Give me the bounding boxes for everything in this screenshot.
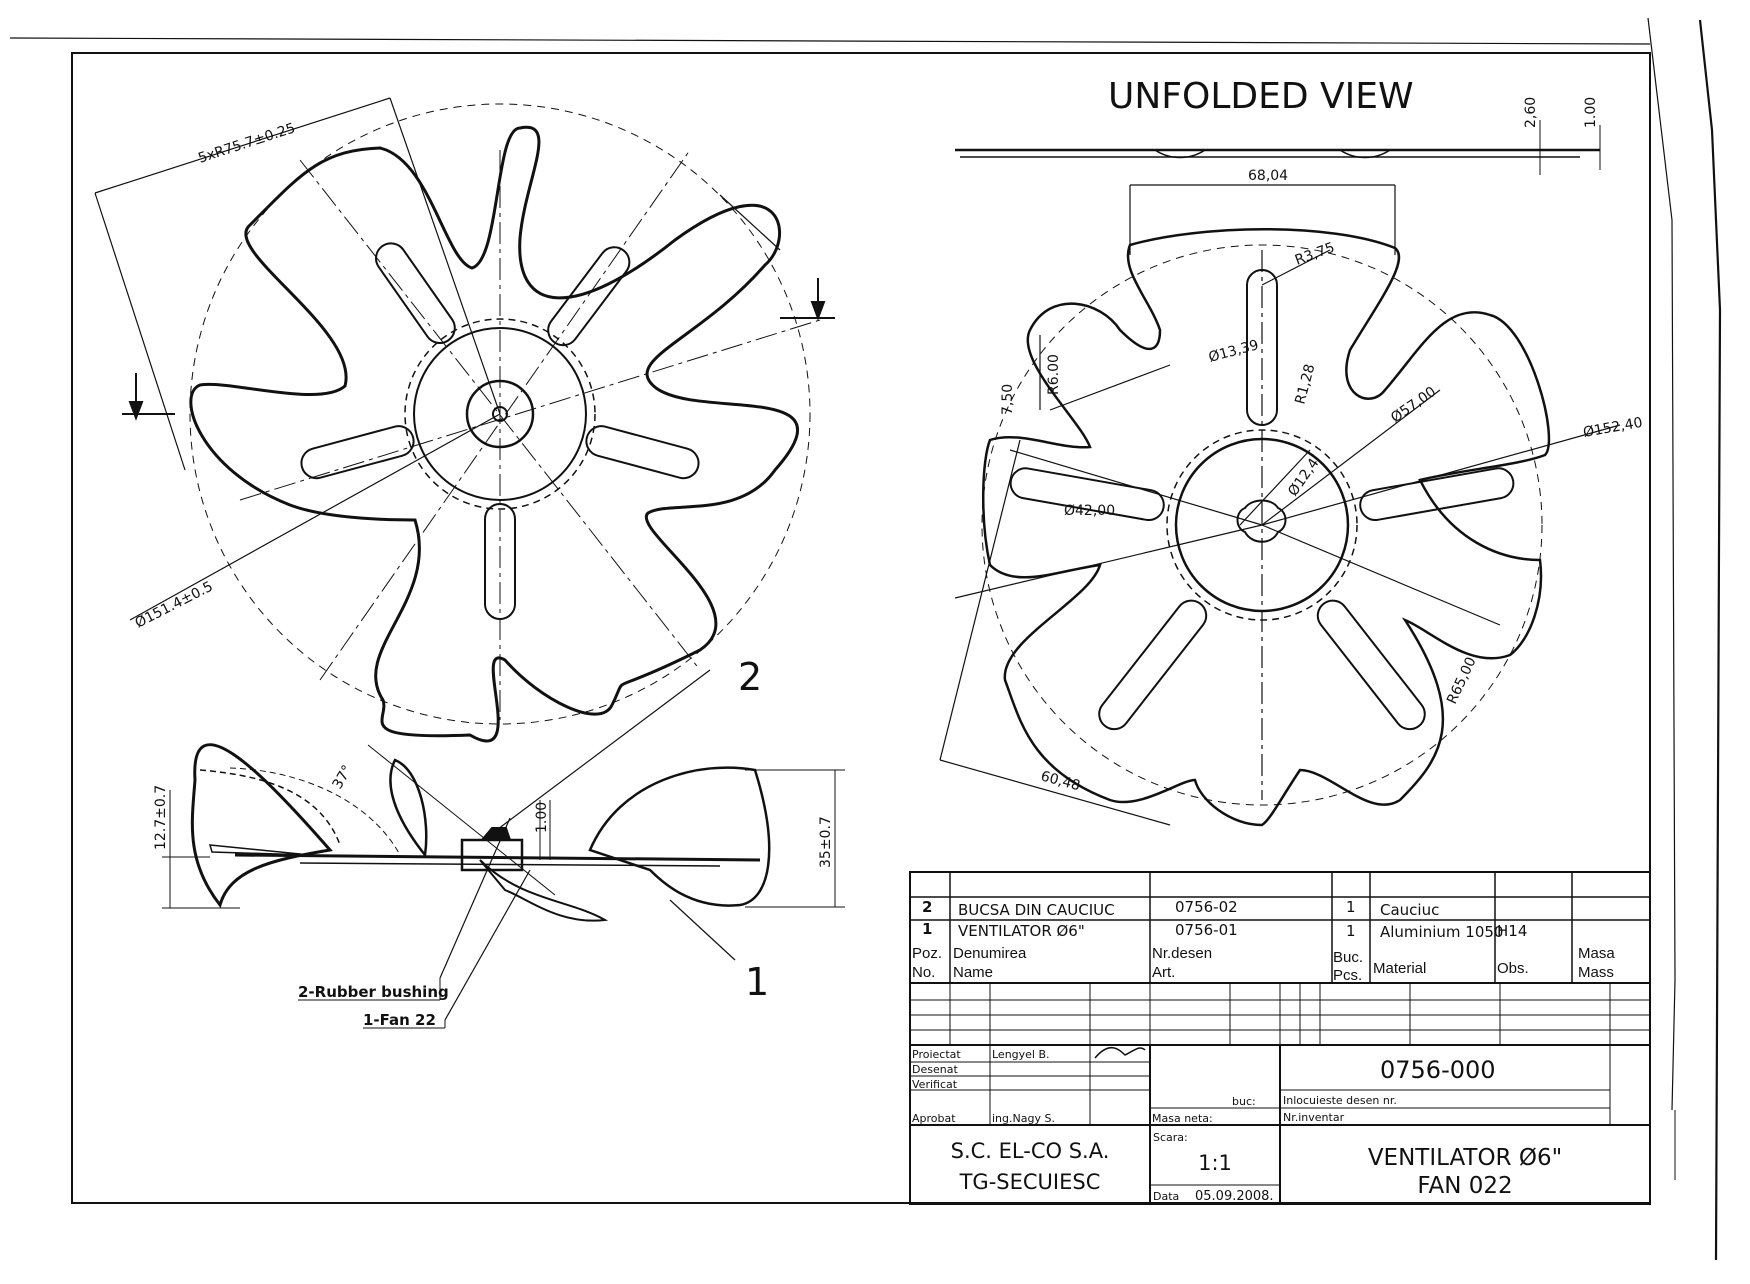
svg-text:ing.Nagy S.: ing.Nagy S. — [992, 1112, 1055, 1125]
svg-text:Aprobat: Aprobat — [912, 1112, 956, 1125]
fan-unfolded-view — [940, 185, 1620, 825]
svg-text:Aluminium 1050: Aluminium 1050 — [1380, 923, 1504, 941]
dim-radius-600: R6.00 — [1046, 354, 1062, 395]
dim-diameter-1339: Ø13,39 — [1206, 337, 1261, 366]
svg-text:Name: Name — [953, 964, 994, 981]
dim-radius-375: R3,75 — [1292, 239, 1337, 269]
dim-thickness-100: 1.00 — [1583, 96, 1599, 128]
fan-side-view — [162, 670, 845, 1020]
svg-text:1: 1 — [922, 920, 933, 938]
bom-row-1 — [922, 898, 1439, 919]
side-blade-right — [590, 768, 769, 906]
svg-text:1: 1 — [1346, 922, 1356, 940]
view-title: UNFOLDED VIEW — [1108, 76, 1414, 117]
callout-rubber-bushing: 2-Rubber bushing — [298, 983, 449, 1001]
fan-top-view — [95, 98, 835, 741]
dimension-lines — [95, 98, 780, 620]
part-name: VENTILATOR Ø6" — [1367, 1145, 1563, 1171]
svg-text:BUCSA DIN CAUCIUC: BUCSA DIN CAUCIUC — [958, 901, 1115, 919]
callout-number-2: 2 — [738, 655, 763, 699]
side-blade-left — [192, 745, 330, 905]
unfolded-side-profile — [955, 120, 1600, 175]
dim-radius-five: 5xR75.7±0.25 — [196, 120, 298, 167]
drawing-date: 05.09.2008. — [1195, 1189, 1274, 1204]
svg-text:Verificat: Verificat — [912, 1078, 958, 1091]
fan-blade-outline — [191, 127, 798, 741]
dim-width-68: 68,04 — [1248, 168, 1289, 184]
svg-text:Denumirea: Denumirea — [953, 945, 1027, 962]
svg-text:0756-02: 0756-02 — [1175, 898, 1238, 916]
svg-text:No.: No. — [912, 964, 936, 981]
svg-text:Masa: Masa — [1578, 945, 1615, 962]
svg-text:Poz.: Poz. — [912, 945, 943, 962]
dim-diameter-15240: Ø152,40 — [1581, 414, 1644, 441]
svg-text:VENTILATOR Ø6": VENTILATOR Ø6" — [958, 922, 1085, 940]
svg-text:Data: Data — [1153, 1190, 1180, 1203]
drawing-number: 0756-000 — [1380, 1056, 1496, 1084]
dim-diameter-124: Ø12,4 — [1285, 455, 1323, 500]
dim-angle: 37° — [329, 762, 356, 792]
svg-text:Proiectat: Proiectat — [912, 1048, 961, 1061]
dim-diameter-outer-left: Ø151.4±0.5 — [132, 578, 216, 632]
callout-fan: 1-Fan 22 — [363, 1011, 436, 1029]
svg-text:0756-01: 0756-01 — [1175, 921, 1238, 939]
svg-text:Buc.: Buc. — [1333, 949, 1364, 966]
svg-text:Scara:: Scara: — [1153, 1131, 1188, 1144]
scale-value: 1:1 — [1198, 1151, 1232, 1175]
company-city: TG-SECUIESC — [959, 1170, 1101, 1194]
svg-text:Masa neta:: Masa neta: — [1152, 1112, 1213, 1125]
bom-row-2 — [922, 920, 1527, 941]
svg-text:Nr.inventar: Nr.inventar — [1283, 1111, 1345, 1124]
dim-height-right: 35±0.7 — [818, 816, 834, 868]
company-name: S.C. EL-CO S.A. — [950, 1139, 1110, 1163]
side-blade-upper — [390, 760, 426, 855]
svg-text:Material: Material — [1373, 960, 1427, 977]
svg-text:Nr.desen: Nr.desen — [1152, 945, 1213, 962]
svg-text:Pcs.: Pcs. — [1333, 967, 1363, 984]
dim-thickness-260: 2,60 — [1523, 96, 1539, 128]
svg-text:H14: H14 — [1497, 922, 1528, 940]
dim-diameter-57: Ø57,00 — [1388, 383, 1440, 427]
dim-6048: 60,48 — [1038, 768, 1082, 795]
part-code: FAN 022 — [1417, 1173, 1513, 1199]
svg-text:buc:: buc: — [1232, 1095, 1256, 1108]
center-lines — [240, 150, 820, 720]
section-arrows — [122, 278, 835, 418]
svg-text:Desenat: Desenat — [912, 1063, 958, 1076]
svg-text:Art.: Art. — [1152, 964, 1176, 981]
svg-text:Inlocuieste desen nr.: Inlocuieste desen nr. — [1283, 1094, 1397, 1107]
dimension-lines-right — [940, 185, 1620, 825]
dim-height-left: 12.7±0.7 — [153, 784, 169, 850]
svg-text:Lengyel B.: Lengyel B. — [992, 1048, 1050, 1061]
dim-radius-128: R1,28 — [1292, 362, 1319, 407]
svg-text:1: 1 — [1346, 898, 1356, 916]
dim-thickness-side: 1.00 — [534, 801, 550, 833]
dim-750: 7,50 — [1000, 383, 1016, 415]
callout-number-1: 1 — [745, 960, 770, 1004]
svg-text:Obs.: Obs. — [1497, 960, 1529, 977]
dim-diameter-42: Ø42,00 — [1064, 503, 1116, 519]
bom-header — [912, 945, 1615, 984]
dim-radius-6500: R65,00 — [1444, 654, 1480, 707]
svg-text:Cauciuc: Cauciuc — [1380, 901, 1440, 919]
svg-text:Mass: Mass — [1578, 964, 1614, 981]
svg-text:2: 2 — [922, 898, 933, 916]
